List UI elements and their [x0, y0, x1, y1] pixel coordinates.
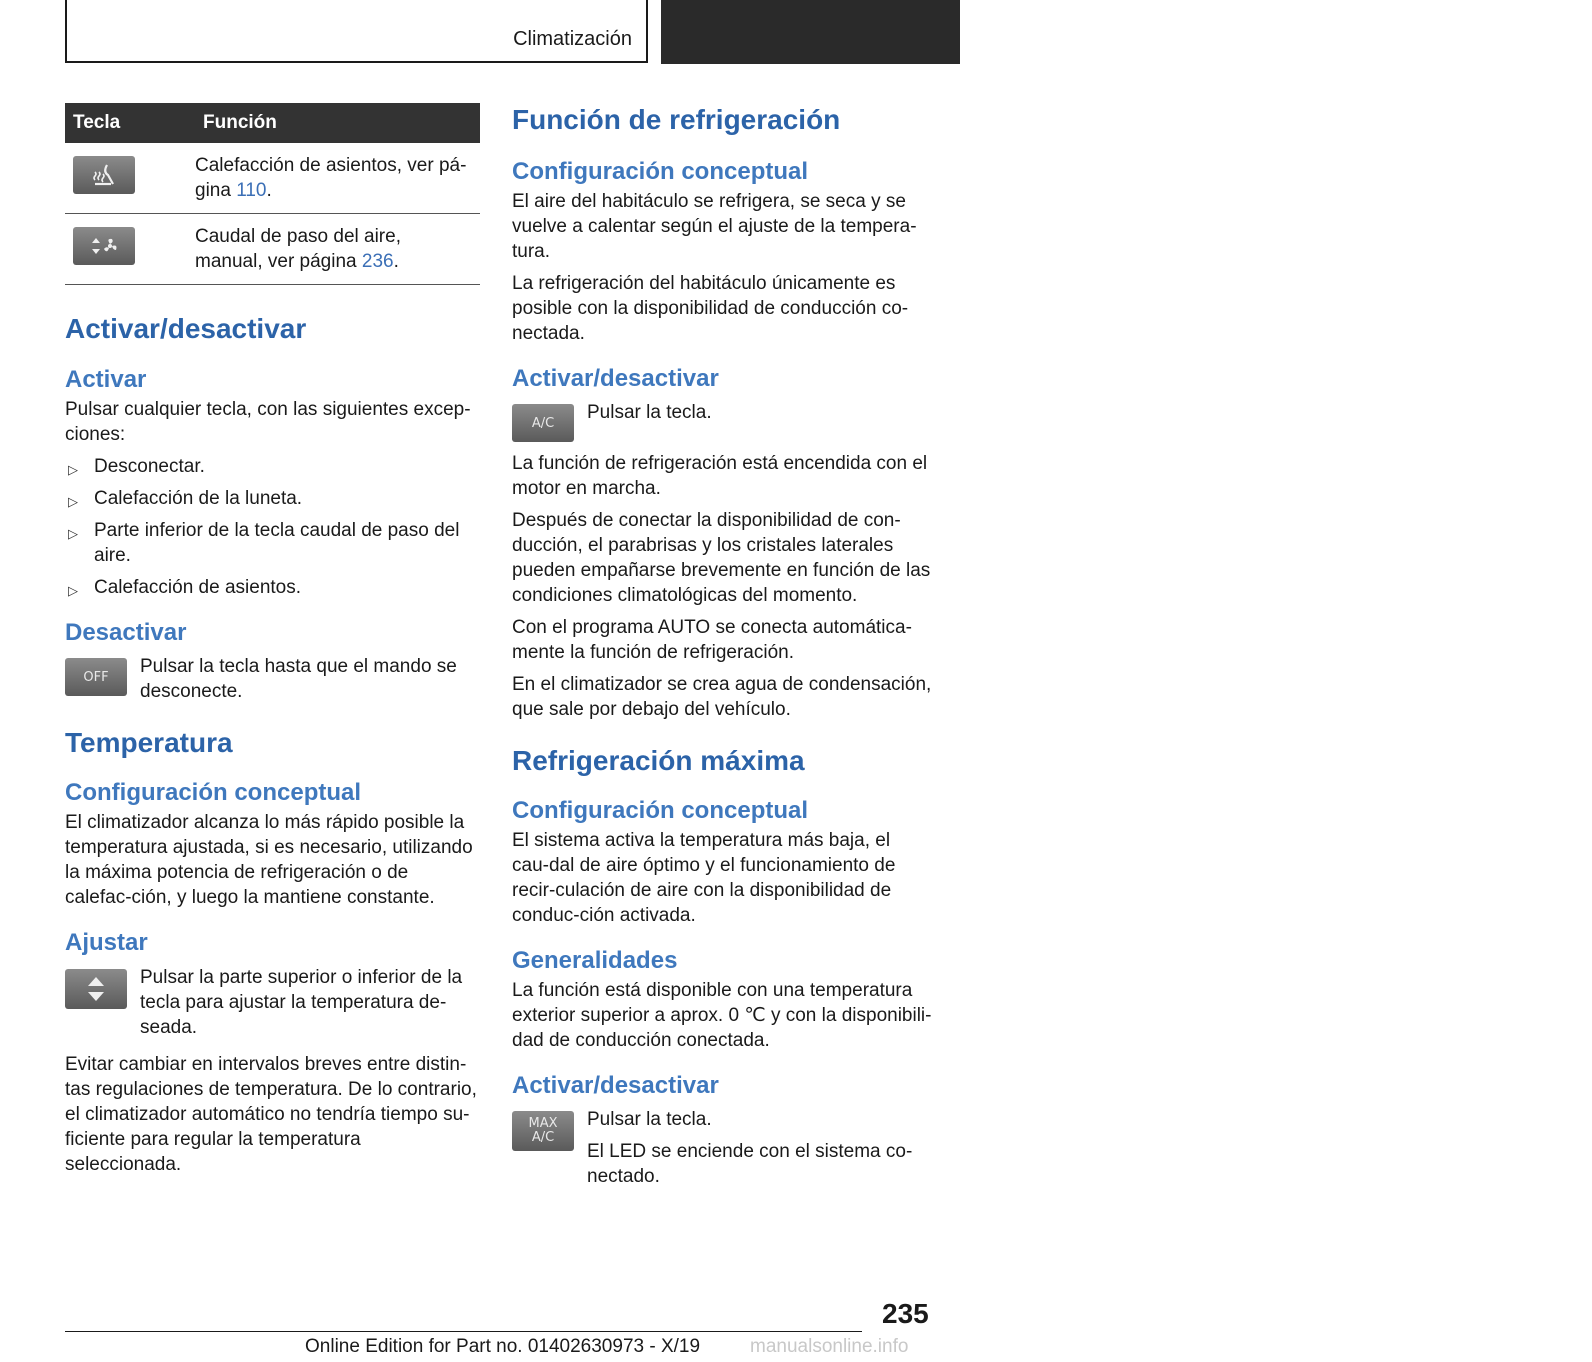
- bullet-triangle-icon: ▷: [68, 494, 78, 509]
- page-link-110[interactable]: 110: [236, 180, 267, 201]
- footer-edition: Online Edition for Part no. 01402630973 - X/19: [305, 1336, 701, 1357]
- ajustar-paragraph: Pulsar la parte superior o inferior de la tecla para ajustar la temperatura de-seada.: [140, 967, 463, 1038]
- max-ac-key-icon: MAX A/C: [512, 1111, 574, 1151]
- conf-paragraph-1: El aire del habitáculo se refrigera, se seca y se vuelve a calentar según el ajuste de la tempera-tura.: [512, 191, 917, 262]
- activar-paragraph: Pulsar cualquier tecla, con las siguientes excep-ciones:: [65, 399, 471, 445]
- bullet-triangle-icon: ▷: [68, 583, 78, 598]
- off-key-row: [65, 654, 480, 704]
- list-item: ▷ Calefacción de la luneta.: [65, 486, 480, 511]
- list-item: ▷ Desconectar.: [65, 454, 480, 479]
- ac-act-paragraph: Pulsar la tecla.: [587, 402, 712, 423]
- heading-generalidades: Generalidades: [512, 947, 678, 974]
- right-column: [512, 103, 932, 1189]
- page-link-236[interactable]: 236: [361, 251, 394, 272]
- heading-funcion-refrigeracion: Función de refrigeración: [512, 104, 841, 135]
- temp-conf-paragraph: El climatizador alcanza lo más rápido posible la temperatura ajustada, si es necesario, utilizando la máxima potencia de refrigeración o de calefac-ción, y luego la mantiene constante.: [65, 812, 473, 908]
- max-act-paragraph-1: Pulsar la tecla.: [587, 1109, 712, 1130]
- heading-temp-configuracion: Configuración conceptual: [65, 779, 362, 806]
- list-item: ▷ Calefacción de asientos.: [65, 575, 480, 600]
- footer-divider: [65, 1331, 862, 1332]
- heading-activar-desactivar: Activar/desactivar: [65, 313, 307, 344]
- temp-key-row: [65, 965, 480, 1040]
- seat-heating-icon: [73, 156, 135, 194]
- watermark: manualsonline.info: [750, 1336, 909, 1357]
- up-down-arrows-icon: [65, 969, 127, 1009]
- table-header-function: Función: [191, 103, 480, 143]
- max-act-paragraph-2: El LED se enciende con el sistema co-nectado.: [587, 1141, 913, 1187]
- table-header-key: Tecla: [65, 103, 191, 143]
- conf-paragraph-2: La refrigeración del habitáculo únicamente es posible con la disponibilidad de conducción co-nectada.: [512, 273, 909, 344]
- ac-key-icon: A/C: [512, 404, 574, 442]
- row-text: Calefacción de asientos, ver pá-gina: [195, 155, 467, 201]
- heading-refrigeracion-maxima: Refrigeración máxima: [512, 745, 805, 776]
- header-chapter-box: MANEJO: [661, 0, 960, 64]
- row-text: Caudal de paso del aire, manual, ver página: [195, 226, 401, 272]
- page-header: [0, 0, 1592, 66]
- evitar-paragraph: Evitar cambiar en intervalos breves entre distin-tas regulaciones de temperatura. De lo contrario, el climatizador automático no tendría tiempo su-ficiente para regular la temperatura seleccionada.: [65, 1054, 477, 1175]
- heading-activar-desactivar-ac: Activar/desactivar: [512, 365, 719, 392]
- header-section-box: [65, 0, 648, 63]
- heading-max-configuracion: Configuración conceptual: [512, 797, 809, 824]
- bullet-triangle-icon: ▷: [68, 462, 78, 477]
- page-number: 235: [882, 1298, 929, 1329]
- bullet-triangle-icon: ▷: [68, 526, 78, 541]
- exceptions-list: [65, 454, 480, 600]
- max-conf-paragraph: El sistema activa la temperatura más baja, el cau-dal de aire óptimo y el funcionamiento de recir-culación de aire con la disponibilidad de conduc-ción activada.: [512, 830, 896, 926]
- air-flow-icon: [73, 227, 135, 265]
- generalidades-paragraph: La función está disponible con una temperatura exterior superior a aprox. 0 ℃ y con la disponibili-dad de conducción conectada.: [512, 980, 932, 1051]
- heading-configuracion-conceptual: Configuración conceptual: [512, 158, 809, 185]
- ac-on-paragraph: La función de refrigeración está encendida con el motor en marcha.: [512, 453, 928, 499]
- header-section-title: Climatización: [513, 28, 632, 50]
- desactivar-paragraph: Pulsar la tecla hasta que el mando se desconecte.: [140, 656, 457, 702]
- ac-agua-paragraph: En el climatizador se crea agua de condensación, que sale por debajo del vehículo.: [512, 674, 932, 720]
- heading-activar-desactivar-max: Activar/desactivar: [512, 1072, 719, 1099]
- ac-despues-paragraph: Después de conectar la disponibilidad de con-ducción, el parabrisas y los cristales laterales pueden empañarse brevemente en función de las condiciones climatológicas del momento.: [512, 510, 931, 606]
- heading-desactivar: Desactivar: [65, 619, 187, 646]
- heading-ajustar: Ajustar: [65, 929, 148, 956]
- list-item: ▷ Parte inferior de la tecla caudal de paso del aire.: [68, 520, 460, 566]
- ac-key-row: [512, 400, 932, 444]
- heading-activar: Activar: [65, 366, 147, 393]
- max-ac-key-row: [512, 1107, 932, 1189]
- off-key-icon: OFF: [65, 658, 127, 696]
- heading-temperatura: Temperatura: [65, 727, 233, 758]
- key-function-table: [65, 103, 480, 285]
- table-row: Caudal de paso del aire, manual, ver página 236.: [65, 214, 480, 285]
- ac-auto-paragraph: Con el programa AUTO se conecta automática-mente la función de refrigeración.: [512, 617, 912, 663]
- left-column: [65, 103, 480, 1177]
- table-row: Calefacción de asientos, ver pá-gina 110.: [65, 143, 480, 214]
- table-header-row: [65, 103, 480, 143]
